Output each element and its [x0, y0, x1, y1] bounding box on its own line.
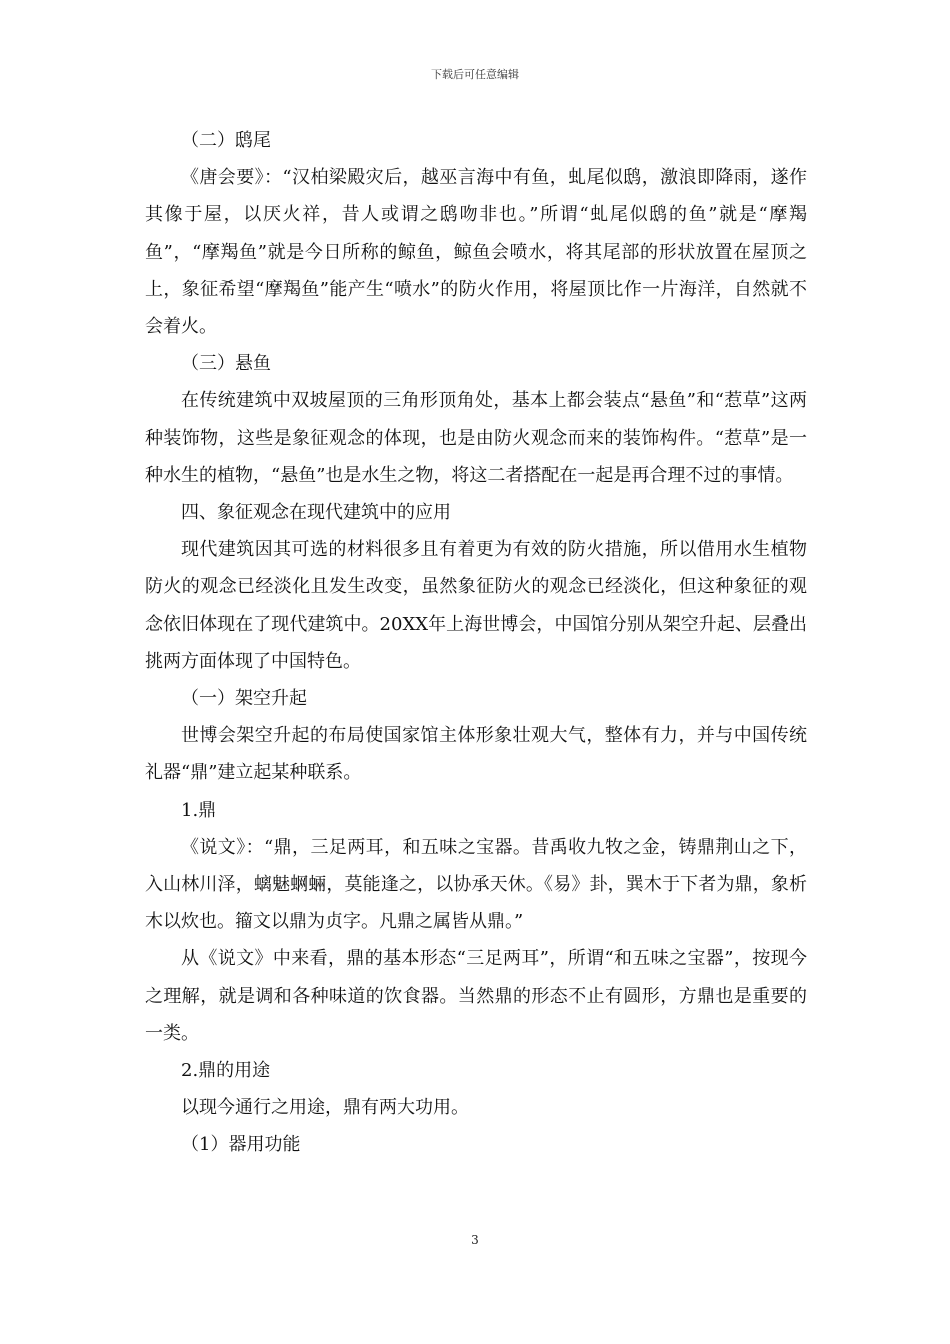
paragraph: 现代建筑因其可选的材料很多且有着更为有效的防火措施，所以借用水生植物防火的观念已经淡化且发生改变，虽然象征防火的观念已经淡化，但这种象征的观念依旧体现在了现代建筑中。20XX年上海世博会，中国馆分别从架空升起、层叠出挑两方面体现了中国特色。: [145, 539, 807, 672]
document-body: [145, 122, 807, 1164]
section-heading-qiyong: （1）器用功能: [181, 1134, 301, 1156]
paragraph: 在传统建筑中双坡屋顶的三角形顶角处，基本上都会装点“悬鱼”和“惹草”这两种装饰物，这些是象征观念的体现，也是由防火观念而来的装饰构件。“惹草”是一种水生的植物，“悬鱼”也是水生之物，将这二者搭配在一起是再合理不过的事情。: [145, 390, 807, 486]
section-heading-chiwei: （二）鸱尾: [181, 130, 271, 151]
paragraph: 世博会架空升起的布局使国家馆主体形象壮观大气，整体有力，并与中国传统礼器“鼎”建立起某种联系。: [145, 725, 807, 784]
paragraph: 《说文》：“鼎，三足两耳，和五味之宝器。昔禹收九牧之金，铸鼎荆山之下，入山林川泽，螭魅蛧蜽，莫能逢之，以协承天休。《易》卦，巽木于下者为鼎，象析木以炊也。籀文以鼎为贞字。凡鼎之属皆从鼎。”: [145, 836, 807, 933]
section-heading-ding-usage: 2.鼎的用途: [181, 1060, 271, 1082]
paragraph: 《唐会要》：“汉柏梁殿灾后，越巫言海中有鱼，虬尾似鸱，激浪即降雨，遂作其像于屋，以厌火祥，昔人或谓之鸱吻非也。”所谓“虬尾似鸱的鱼”就是“摩羯鱼”，“摩羯鱼”就是今日所称的鲸鱼，鲸鱼会喷水，将其尾部的形状放置在屋顶之上，象征希望“摩羯鱼”能产生“喷水”的防火作用，将屋顶比作一片海洋，自然就不会着火。: [145, 167, 807, 338]
section-heading-ding: 1.鼎: [181, 799, 217, 821]
page-header: 下载后可任意编辑: [431, 68, 519, 81]
page-number: 3: [471, 1233, 479, 1247]
section-heading-xuanyu: （三）悬鱼: [181, 353, 271, 375]
paragraph: 以现今通行之用途，鼎有两大功用。: [181, 1097, 469, 1119]
paragraph: 从《说文》中来看，鼎的基本形态“三足两耳”，所谓“和五味之宝器”，按现今之理解，就是调和各种味道的饮食器。当然鼎的形态不止有圆形，方鼎也是重要的一类。: [145, 948, 807, 1044]
section-heading-modern: 四、象征观念在现代建筑中的应用: [181, 502, 451, 524]
section-heading-jiakong: （一）架空升起: [181, 688, 307, 710]
